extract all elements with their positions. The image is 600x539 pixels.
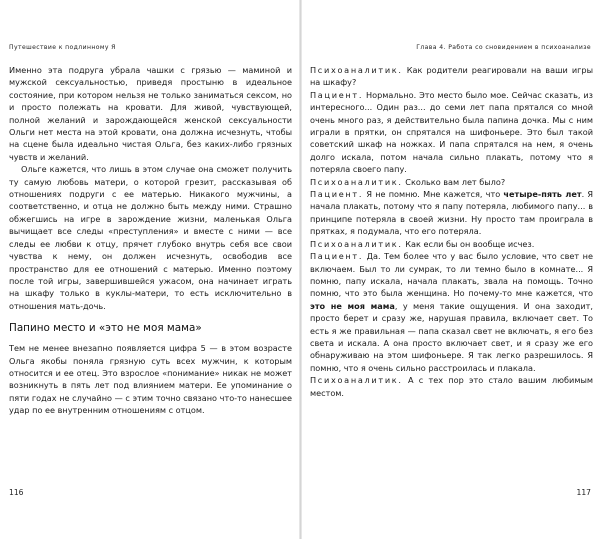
- page-number-right: 117: [576, 488, 591, 497]
- dialogue-turn: [310, 89, 593, 176]
- dialogue-turn: [310, 64, 593, 89]
- right-page-text: [310, 64, 593, 399]
- emphasis: четыре-пять лет: [503, 189, 582, 200]
- dialogue-turn: [310, 250, 593, 374]
- running-head-left: Путешествие к подлинному Я: [9, 44, 116, 51]
- dialogue-text: Как родители реагировали на ваши игры на шкафу?: [310, 65, 593, 88]
- speaker-label: Психоаналитик.: [310, 176, 403, 187]
- dialogue-turn: [310, 188, 593, 238]
- running-head-right: Глава 4. Работа со сновидением в психоанализе: [416, 44, 591, 51]
- section-heading: Папино место и «это не моя мама»: [9, 322, 202, 335]
- speaker-label: Психоаналитик.: [310, 65, 403, 75]
- left-page-text: [9, 64, 292, 417]
- dialogue-text: . Я начала плакать, потому что я папу потеряла, любимого папу... в принципе потеряла в своей жизни. Ну просто там проиграла в прятках, я подумала, что его потеряла.: [310, 189, 593, 237]
- dialogue-text: Как если бы он вообще исчез.: [402, 238, 535, 249]
- speaker-label: Психоаналитик.: [310, 238, 403, 249]
- speaker-label: Психоаналитик.: [310, 375, 403, 386]
- dialogue-turn: [310, 176, 593, 188]
- dialogue-text: , у меня такие ощущения. И она заходит, просто берет и сразу же, нарушая правила, включает свет. То есть я же правильная — папа сказал свет не включать, я его без света и искала. А она просто включает свет, и я сразу же его обнаруживаю на этом шифоньере. Я так легко разрешилось. Я помню, что я очень сильно расстроилась и плакала.: [310, 300, 593, 373]
- emphasis: это не моя мама: [310, 300, 395, 311]
- paragraph: Ольге кажется, что лишь в этом случае она сможет получить ту самую любовь матери, о которой грезит, рассказывая об отношениях подруги с ее матерью. Никакого мужчины, а соответственно, и отца не должно быть между ними. Страшно обжегшись на игре в зарождение жизни, маленькая Ольга вычищает все следы «преступления» и вместе с ними — все следы ее любви к отцу, прячет глубоко внутрь себя все свои чувства к нему, он должен исчезнуть, освободив все пространство для ее отношений с матерью. Именно поэтому после той игры, завершившейся ужасом, она начинает играть на шкафу только в куклы-матери, то есть исключительно в отношения мать-дочь.: [9, 164, 292, 311]
- dialogue-turn: [310, 238, 593, 250]
- right-page: [301, 0, 600, 539]
- dialogue-text: А с тех пор это стало вашим любимым местом.: [310, 375, 593, 398]
- dialogue-text: Да. Тем более что у вас было условие, что свет не включаем. Был то ли сумрак, то ли темно было в комнате... Я помню, папу искала, начала плакать, звала на помощь. Точно помню, что это была женщина. Но почему-то мне кажется, что: [310, 251, 593, 299]
- page-number-left: 116: [9, 488, 24, 497]
- paragraph: Именно эта подруга убрала чашки с грязью — маминой и мужской сексуальностью, приведя простыню в идеальное состояние, при котором нельзя не только заниматься сексом, но и просто полежать на кровати. Для живой, чувствующей, полной желаний и зарождающейся женской сексуальности Ольги нет места на этой кровати, она должна исчезнуть, чтобы на сцене была идеально чистая Ольга, без каких-либо грязных чувств и желаний.: [9, 65, 292, 162]
- paragraph: Тем не менее внезапно появляется цифра 5 — в этом возрасте Ольга якобы поняла грязную суть всех мужчин, к которым относится и ее отец. Это взрослое «понимание» никак не может возникнуть в пять лет под влиянием матери. Ее упоминание о пяти годах не случайно — с этим точно связано что-то нанесшее удар по ее внутренним отношениям с отцом.: [9, 343, 292, 416]
- dialogue-text: Я не помню. Мне кажется, что: [363, 189, 504, 200]
- speaker-label: Пациент.: [310, 251, 364, 262]
- dialogue-text: Сколько вам лет было?: [402, 176, 506, 187]
- dialogue-turn: [310, 374, 593, 399]
- speaker-label: Пациент.: [310, 89, 364, 100]
- speaker-label: Пациент.: [310, 189, 364, 200]
- dialogue-text: Нормально. Это место было мое. Сейчас сказать, из интересного... Один раз... до семи лет папа прятался со мной очень много раз, я действительно была папина дочка. Мы с ним играли в прятки, он спрятался на шифоньере. Это был такой советский шкаф на ножках. И папа спрятался на нем, я очень долго искала, потом начала сильно плакать, потому что я потеряла своего папу.: [310, 89, 593, 175]
